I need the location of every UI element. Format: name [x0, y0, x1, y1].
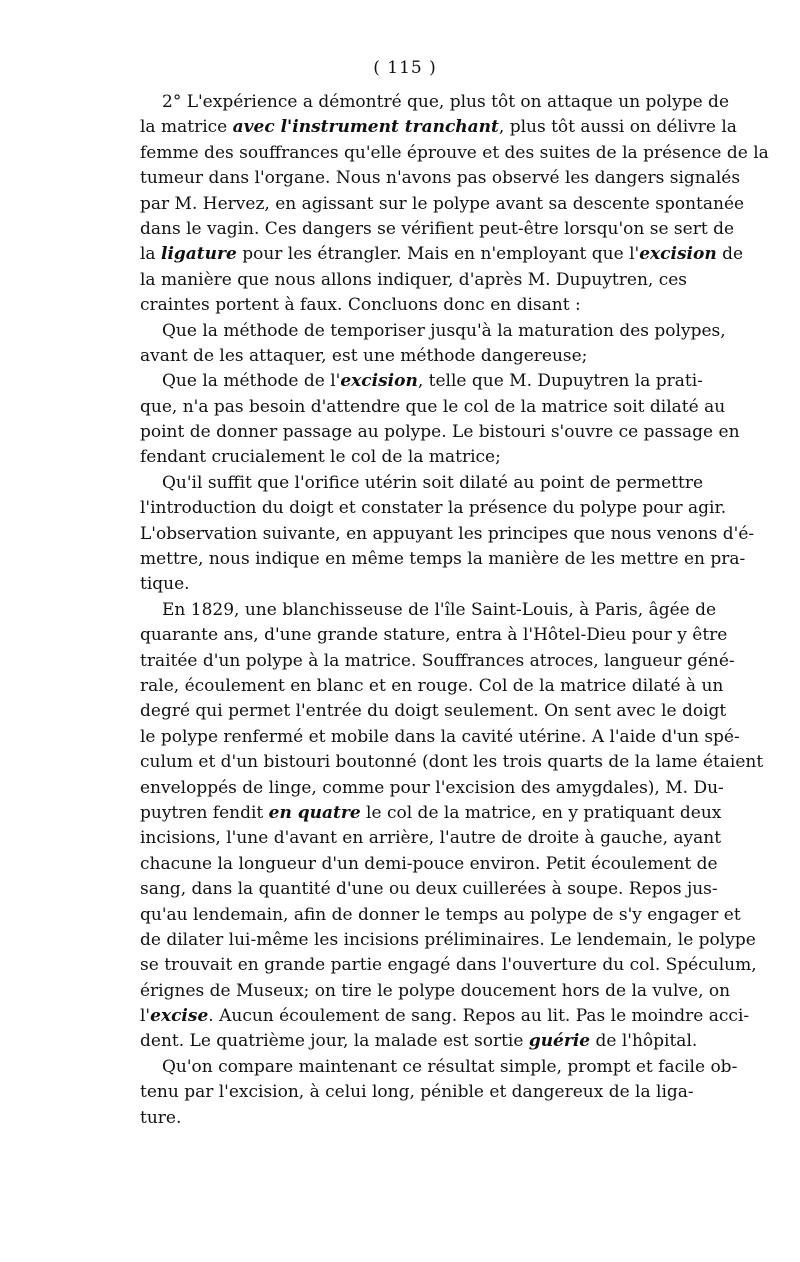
page-number: ( 115 ) [373, 58, 437, 78]
text-line: ture. [140, 1107, 182, 1128]
text-line: point de donner passage au polype. Le bistouri s'ouvre ce passage en [140, 422, 740, 443]
text-line: incisions, l'une d'avant en arrière, l'autre de droite à gauche, ayant [140, 828, 722, 849]
text-line: tumeur dans l'organe. Nous n'avons pas observé les dangers signalés [140, 168, 741, 189]
text-segment: Que la méthode de l' [162, 371, 341, 392]
text-line: culum et d'un bistouri boutonné (dont les trois quarts de la lame étaient [140, 752, 764, 773]
emphasized-text: avec l'instrument tranchant [232, 117, 499, 138]
text-line: dans le vagin. Ces dangers se vérifient peut-être lorsqu'on se sert de [140, 218, 735, 239]
text-segment: . Aucun écoulement de sang. Repos au lit. Pas le moindre acci- [208, 1006, 750, 1027]
text-segment: dent. Le quatrième jour, la malade est sortie [140, 1031, 529, 1052]
text-line: Qu'il suffit que l'orifice utérin soit dilaté au point de permettre [162, 472, 704, 493]
emphasized-text: guérie [528, 1031, 591, 1052]
emphasized-text: excise [150, 1006, 209, 1027]
text-line: Que la méthode de temporiser jusqu'à la maturation des polypes, [162, 320, 726, 341]
text-line: la manière que nous allons indiquer, d'après M. Dupuytren, ces [140, 269, 688, 290]
text-line: mettre, nous indique en même temps la manière de les mettre en pra- [140, 549, 746, 570]
text-line: tique. [140, 574, 190, 595]
emphasized-text: ligature [160, 244, 237, 265]
text-line: l'introduction du doigt et constater la présence du polype pour agir. [140, 498, 727, 519]
text-line: de dilater lui-même les incisions préliminaires. Le lendemain, le polype [140, 929, 756, 950]
text-line: par M. Hervez, en agissant sur le polype avant sa descente spontanée [140, 193, 745, 214]
text-line: traitée d'un polype à la matrice. Souffrances atroces, langueur géné- [140, 650, 735, 671]
text-line: craintes portent à faux. Concluons donc en disant : [140, 295, 581, 316]
text-line [140, 1029, 698, 1054]
text-line: qu'au lendemain, afin de donner le temps au polype de s'y engager et [140, 904, 741, 925]
text-segment: pour les étrangler. Mais en n'employant que l' [236, 244, 640, 265]
text-line [140, 242, 744, 267]
text-segment: , telle que M. Dupuytren la prati- [417, 371, 703, 392]
text-segment: la [140, 244, 161, 265]
emphasized-text: excision [639, 244, 717, 265]
text-line: chacune la longueur d'un demi-pouce environ. Petit écoulement de [140, 853, 718, 874]
text-line: avant de les attaquer, est une méthode dangereuse; [140, 345, 588, 366]
text-line [140, 115, 737, 140]
text-line: 2° L'expérience a démontré que, plus tôt on attaque un polype de [162, 92, 730, 112]
text-line [140, 369, 703, 394]
text-line: femme des souffrances qu'elle éprouve et des suites de la présence de la [140, 142, 769, 163]
text-segment: , plus tôt aussi on délivre la [498, 117, 737, 138]
text-segment: la matrice [140, 117, 233, 138]
text-line: le polype renfermé et mobile dans la cavité utérine. A l'aide d'un spé- [140, 726, 740, 747]
text-segment: l' [140, 1006, 151, 1027]
text-line: érignes de Museux; on tire le polype doucement hors de la vulve, on [140, 980, 731, 1001]
text-line: L'observation suivante, en appuyant les principes que nous venons d'é- [140, 523, 755, 544]
body-text [140, 90, 769, 1131]
text-segment: le col de la matrice, en y pratiquant deux [360, 802, 722, 823]
text-line: quarante ans, d'une grande stature, entra à l'Hôtel-Dieu pour y être [140, 625, 728, 646]
text-line: Qu'on compare maintenant ce résultat simple, prompt et facile ob- [162, 1056, 738, 1077]
text-segment: de [716, 244, 744, 265]
text-line: enveloppés de linge, comme pour l'excision des amygdales), M. Du- [140, 777, 724, 798]
text-line [140, 1004, 750, 1029]
emphasized-text: en quatre [268, 802, 361, 823]
text-line: rale, écoulement en blanc et en rouge. Col de la matrice dilaté à un [140, 675, 724, 696]
text-line: se trouvait en grande partie engagé dans l'ouverture du col. Spéculum, [140, 955, 757, 976]
text-line: sang, dans la quantité d'une ou deux cuillerées à soupe. Repos jus- [140, 879, 718, 900]
text-line: que, n'a pas besoin d'attendre que le col de la matrice soit dilaté au [140, 396, 726, 417]
emphasized-text: excision [340, 371, 418, 392]
text-segment: de l'hôpital. [590, 1031, 698, 1052]
text-line [140, 801, 722, 826]
text-line: tenu par l'excision, à celui long, pénible et dangereux de la liga- [140, 1082, 694, 1103]
document-page [140, 58, 769, 1131]
text-segment: puytren fendit [140, 802, 269, 823]
text-line: degré qui permet l'entrée du doigt seulement. On sent avec le doigt [140, 701, 727, 722]
text-line: fendant crucialement le col de la matrice; [140, 447, 501, 468]
text-line: En 1829, une blanchisseuse de l'île Saint-Louis, à Paris, âgée de [162, 599, 717, 620]
